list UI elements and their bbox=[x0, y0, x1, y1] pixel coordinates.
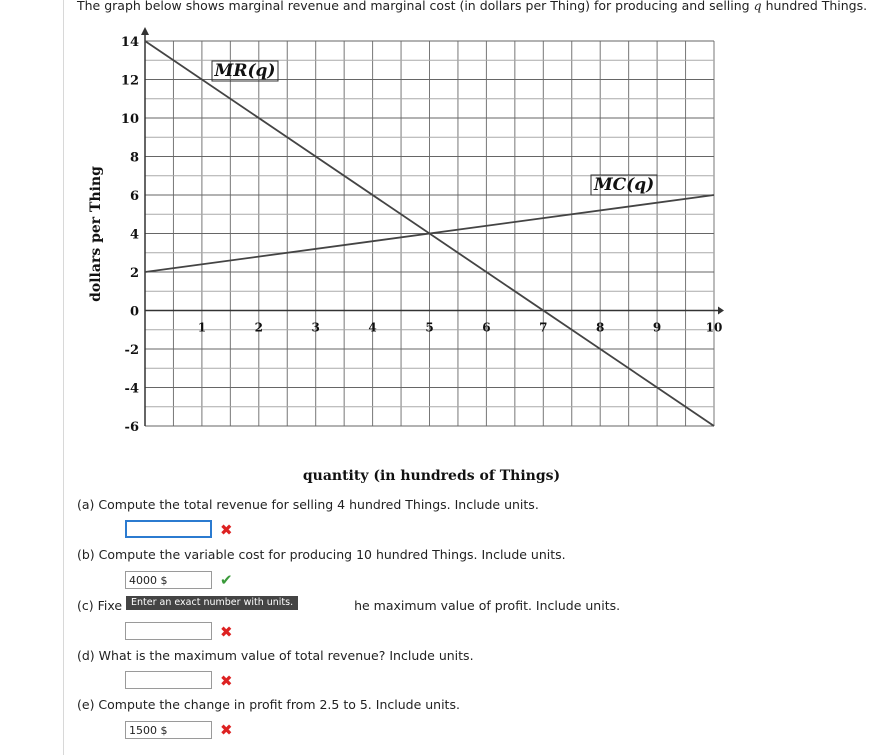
x-tick-label: 7 bbox=[539, 320, 548, 335]
y-tick-label: 6 bbox=[129, 189, 139, 204]
y-tick-label: -4 bbox=[124, 381, 139, 397]
question-e: (e) Compute the change in profit from 2.5 to 5. Include units. bbox=[77, 697, 460, 712]
input-hint-tooltip: Enter an exact number with units. bbox=[126, 596, 298, 610]
chart-labels bbox=[88, 35, 722, 484]
wrong-mark-icon: ✖ bbox=[220, 623, 233, 641]
wrong-mark-icon: ✖ bbox=[220, 721, 233, 739]
x-axis-title: quantity (in hundreds of Things) bbox=[302, 468, 561, 484]
x-tick-label: 1 bbox=[197, 320, 207, 335]
x-tick-label: 10 bbox=[705, 320, 723, 335]
wrong-mark-icon: ✖ bbox=[220, 521, 233, 539]
y-tick-label: 14 bbox=[120, 35, 139, 50]
x-tick-label: 4 bbox=[368, 320, 377, 335]
x-axis-arrow bbox=[718, 307, 724, 315]
x-tick-label: 9 bbox=[652, 320, 662, 335]
question-b: (b) Compute the variable cost for producing 10 hundred Things. Include units. bbox=[77, 547, 566, 562]
y-tick-label: 12 bbox=[120, 73, 139, 89]
y-tick-label: -2 bbox=[124, 343, 139, 358]
y-tick-label: -6 bbox=[124, 420, 139, 435]
mr-label bbox=[214, 61, 276, 81]
mc-label bbox=[593, 175, 654, 195]
intro-text-end: hundred Things. bbox=[761, 0, 868, 13]
x-tick-label: 2 bbox=[254, 320, 263, 335]
check-mark-icon: ✔ bbox=[220, 571, 233, 589]
answer-e-input[interactable]: 1500 $ bbox=[125, 721, 212, 739]
x-tick-label: 6 bbox=[482, 320, 491, 335]
answer-a-input[interactable] bbox=[125, 520, 212, 538]
y-axis-title: dollars per Thing bbox=[88, 166, 104, 302]
mc-label-text: MC(q) bbox=[593, 175, 655, 195]
x-tick-label: 8 bbox=[596, 320, 605, 335]
intro-text: The graph below shows marginal revenue and marginal cost (in dollars per Thing) for producing and selling bbox=[77, 0, 754, 13]
y-tick-label: 0 bbox=[129, 304, 139, 320]
wrong-mark-icon: ✖ bbox=[220, 672, 233, 690]
question-c-end: he maximum value of profit. Include units. bbox=[354, 598, 621, 613]
y-axis-arrow bbox=[141, 27, 149, 35]
y-tick-label: 8 bbox=[129, 150, 139, 166]
answer-d-input[interactable] bbox=[125, 671, 212, 689]
question-d: (d) What is the maximum value of total revenue? Include units. bbox=[77, 648, 474, 663]
question-a: (a) Compute the total revenue for selling 4 hundred Things. Include units. bbox=[77, 497, 539, 512]
mr-label-text: MR(q) bbox=[214, 61, 276, 81]
answer-b-input[interactable]: 4000 $ bbox=[125, 571, 212, 589]
chart-axes bbox=[141, 27, 724, 426]
intro-variable: q bbox=[753, 0, 762, 13]
x-tick-label: 5 bbox=[425, 320, 434, 335]
y-tick-label: 4 bbox=[129, 227, 139, 243]
question-c-start: (c) Fixe bbox=[77, 598, 123, 613]
y-tick-label: 10 bbox=[120, 112, 139, 127]
y-tick-label: 2 bbox=[129, 266, 139, 281]
answer-c-input[interactable] bbox=[125, 622, 212, 640]
x-tick-label: 3 bbox=[311, 320, 320, 335]
